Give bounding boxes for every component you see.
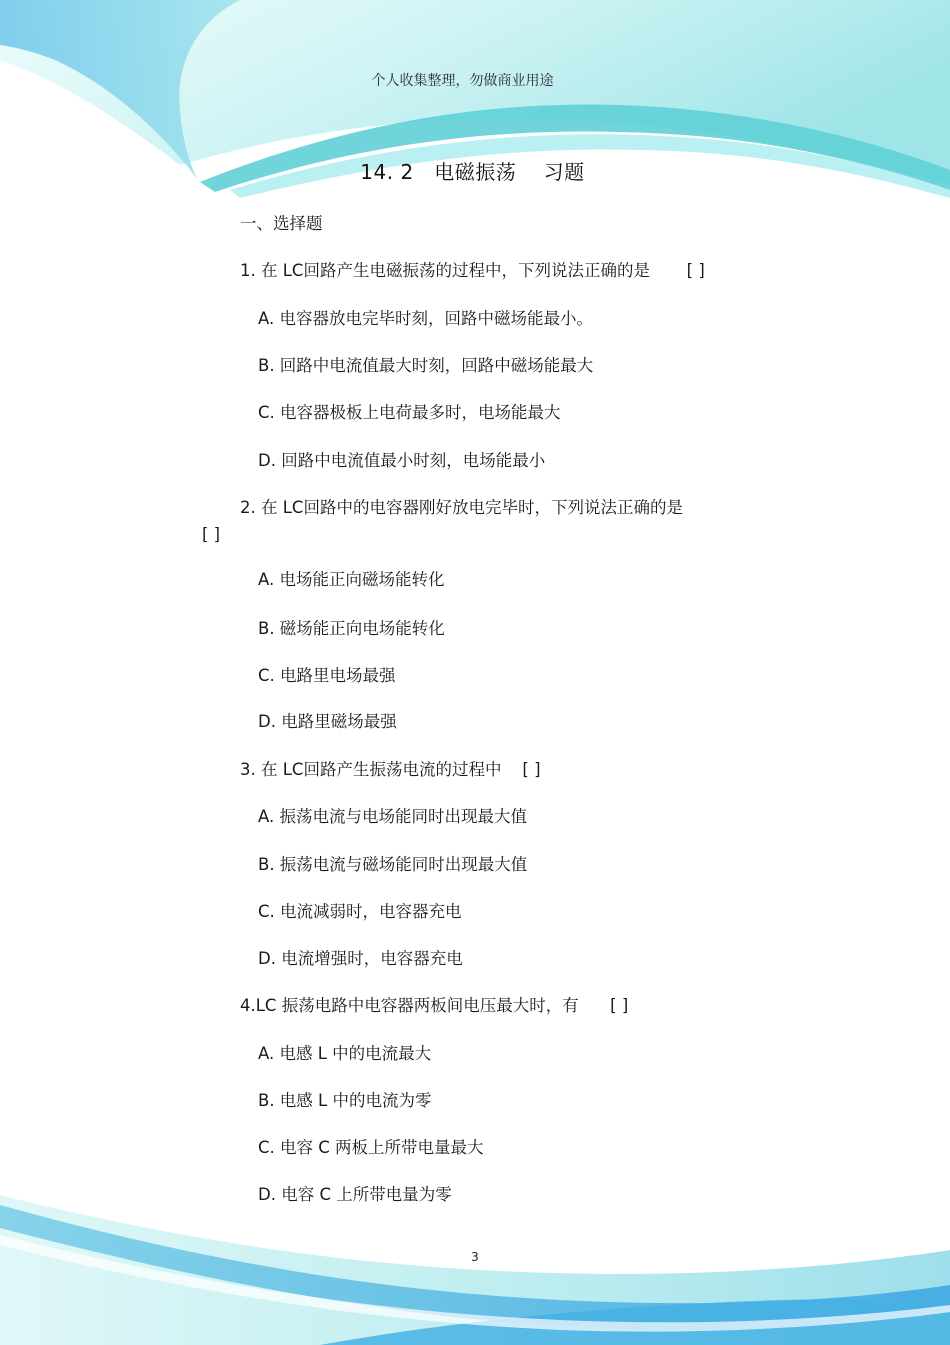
question-2-answer-bracket: [ ] [202,525,221,544]
question-3-option-d: D. 电流增强时，电容器充电 [258,949,463,968]
question-1-option-d: D. 回路中电流值最小时刻，电场能最小 [258,451,546,470]
question-4-option-b: B. 电感 L 中的电流为零 [258,1091,432,1110]
question-4-stem: 4.LC 振荡电路中电容器两板间电压最大时，有 [ ] [240,996,629,1015]
section-heading: 一、选择题 [240,214,323,233]
page-number: 3 [471,1250,479,1264]
question-1-option-b: B. 回路中电流值最大时刻，回路中磁场能最大 [258,356,594,375]
question-3-option-a: A. 振荡电流与电场能同时出现最大值 [258,807,527,826]
document-title: 14. 2 电磁振荡 习题 [360,160,585,184]
question-2-option-a: A. 电场能正向磁场能转化 [258,570,445,589]
question-1-stem: 1. 在 LC回路产生电磁振荡的过程中，下列说法正确的是 [ ] [240,261,705,280]
question-4-option-a: A. 电感 L 中的电流最大 [258,1044,432,1063]
header-note: 个人收集整理，勿做商业用途 [371,73,554,89]
question-3-option-c: C. 电流减弱时，电容器充电 [258,902,462,921]
question-4-option-d: D. 电容 C 上所带电量为零 [258,1185,452,1204]
question-3-option-b: B. 振荡电流与磁场能同时出现最大值 [258,855,528,874]
question-1-option-a: A. 电容器放电完毕时刻，回路中磁场能最小。 [258,309,593,328]
question-2-stem: 2. 在 LC回路中的电容器刚好放电完毕时，下列说法正确的是 [240,498,683,517]
question-2-option-b: B. 磁场能正向电场能转化 [258,619,445,638]
question-2-option-d: D. 电路里磁场最强 [258,712,397,731]
question-1-option-c: C. 电容器极板上电荷最多时，电场能最大 [258,403,561,422]
question-3-stem: 3. 在 LC回路产生振荡电流的过程中 [ ] [240,760,541,779]
question-2-option-c: C. 电路里电场最强 [258,666,396,685]
question-4-option-c: C. 电容 C 两板上所带电量最大 [258,1138,484,1157]
